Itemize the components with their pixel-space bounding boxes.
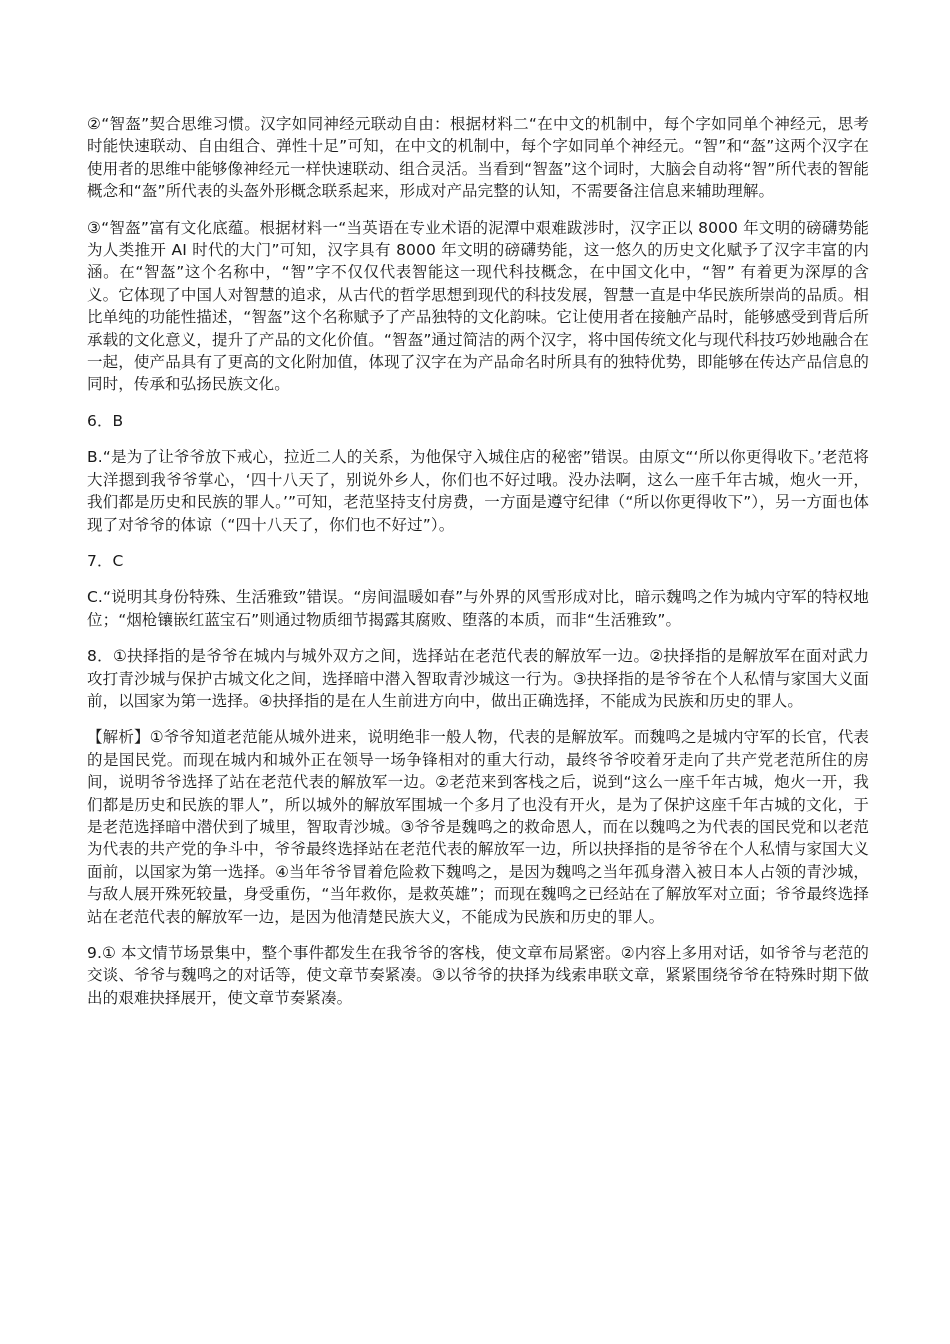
question-8-answer: 8．①抉择指的是爷爷在城内与城外双方之间，选择站在老范代表的解放军一边。②抉择指的是解放军在面对武力攻打青沙城与保护古城文化之间，选择暗中潜入智取青沙城这一行为。③抉择指的是爷爷在个人私情与家国大义面前，以国家为第一选择。④抉择指的是在人生前进方向中，做出正确选择，不能成为民族和历史的罪人。 (87, 647, 869, 710)
question-7-answer: 7．C (87, 551, 124, 570)
question-8-analysis: 【解析】①爷爷知道老范能从城外进来，说明绝非一般人物，代表的是解放军。而魏鸣之是城内守军的长官，代表的是国民党。而现在城内和城外正在领导一场争锋相对的重大行动，最终爷爷咬着牙走向了共产党老范所住的房间，说明爷爷选择了站在老范代表的解放军一边。②老范来到客栈之后，说到“这么一座千年古城，炮火一开，我们都是历史和民族的罪人”，所以城外的解放军围城一个多月了也没有开火，是为了保护这座千年古城的文化，于是老范选择暗中潜伏到了城里，智取青沙城。③爷爷是魏鸣之的救命恩人，而在以魏鸣之为代表的国民党和以老范为代表的共产党的争斗中，爷爷最终选择站在老范代表的解放军一边，所以抉择指的是爷爷在个人私情与家国大义面前，以国家为第一选择。④当年爷爷冒着危险救下魏鸣之，是因为魏鸣之当年孤身潜入被日本人占领的青沙城，与敌人展开殊死较量，身受重伤，“当年救你，是救英雄”；而现在魏鸣之已经站在了解放军对立面；爷爷最终选择站在老范代表的解放军一边，是因为他清楚民族大义，不能成为民族和历史的罪人。 (87, 728, 869, 926)
answer-paragraph-2: ②“智盔”契合思维习惯。汉字如同神经元联动自由：根据材料二“在中文的机制中，每个字如同单个神经元，思考时能快速联动、自由组合、弹性十足”可知，在中文的机制中，每个字如同单个神经元。“智”和“盔”这两个汉字在使用者的思维中能够像神经元一样快速联动、组合灵活。当看到“智盔”这个词时，大脑会自动将“智”所代表的智能概念和“盔”所代表的头盔外形概念联系起来，形成对产品完整的认知，不需要备注信息来辅助理解。 (87, 115, 869, 201)
answer-paragraph-3: ③“智盔”富有文化底蕴。根据材料一“当英语在专业术语的泥潭中艰难跋涉时，汉字正以 8000 年文明的磅礴势能为人类推开 AI 时代的大门”可知，汉字具有 8000 年文明的磅礴势能，这一悠久的历史文化赋予了汉字丰富的内涵。在“智盔”这个名称中，“智”字不仅仅代表智能这一现代科技概念，在中国文化中，“智” 有着更为深厚的含义。它体现了中国人对智慧的追求，从古代的哲学思想到现代的科技发展，智慧一直是中华民族所崇尚的品质。相比单纯的功能性描述，“智盔”这个名称赋予了产品独特的文化韵味。它让使用者在接触产品时，能够感受到背后所承载的文化意义，提升了产品的文化价值。“智盔”通过简洁的两个汉字，将中国传统文化与现代科技巧妙地融合在一起，使产品具有了更高的文化附加值，体现了汉字在为产品命名时所具有的独特优势，即能够在传达产品信息的同时，传承和弘扬民族文化。 (87, 218, 869, 394)
question-6-answer: 6．B (87, 411, 124, 430)
document-page (87, 113, 869, 1023)
question-9-answer: 9.① 本文情节场景集中，整个事件都发生在我爷爷的客栈，使文章布局紧密。②内容上多用对话，如爷爷与老范的交谈、爷爷与魏鸣之的对话等，使文章节奏紧凑。③以爷爷的抉择为线索串联文章，紧紧围绕爷爷在特殊时期下做出的艰难抉择展开，使文章节奏紧凑。 (87, 944, 869, 1007)
question-6-explanation: B.“是为了让爷爷放下戒心，拉近二人的关系，为他保守入城住店的秘密”错误。由原文“‘所以你更得收下。’老范将大洋摁到我爷爷掌心，‘四十八天了，别说外乡人，你们也不好过哦。没办法啊，这么一座千年古城，炮火一开，我们都是历史和民族的罪人。’”可知，老范坚持支付房费，一方面是遵守纪律（“所以你更得收下”），另一方面也体现了对爷爷的体谅（“四十八天了，你们也不好过”）。 (87, 448, 869, 534)
question-7-explanation: C.“说明其身份特殊、生活雅致”错误。“房间温暖如春”与外界的风雪形成对比，暗示魏鸣之作为城内守军的特权地位；“烟枪镶嵌红蓝宝石”则通过物质细节揭露其腐败、堕落的本质，而非“生活雅致”。 (87, 588, 869, 629)
